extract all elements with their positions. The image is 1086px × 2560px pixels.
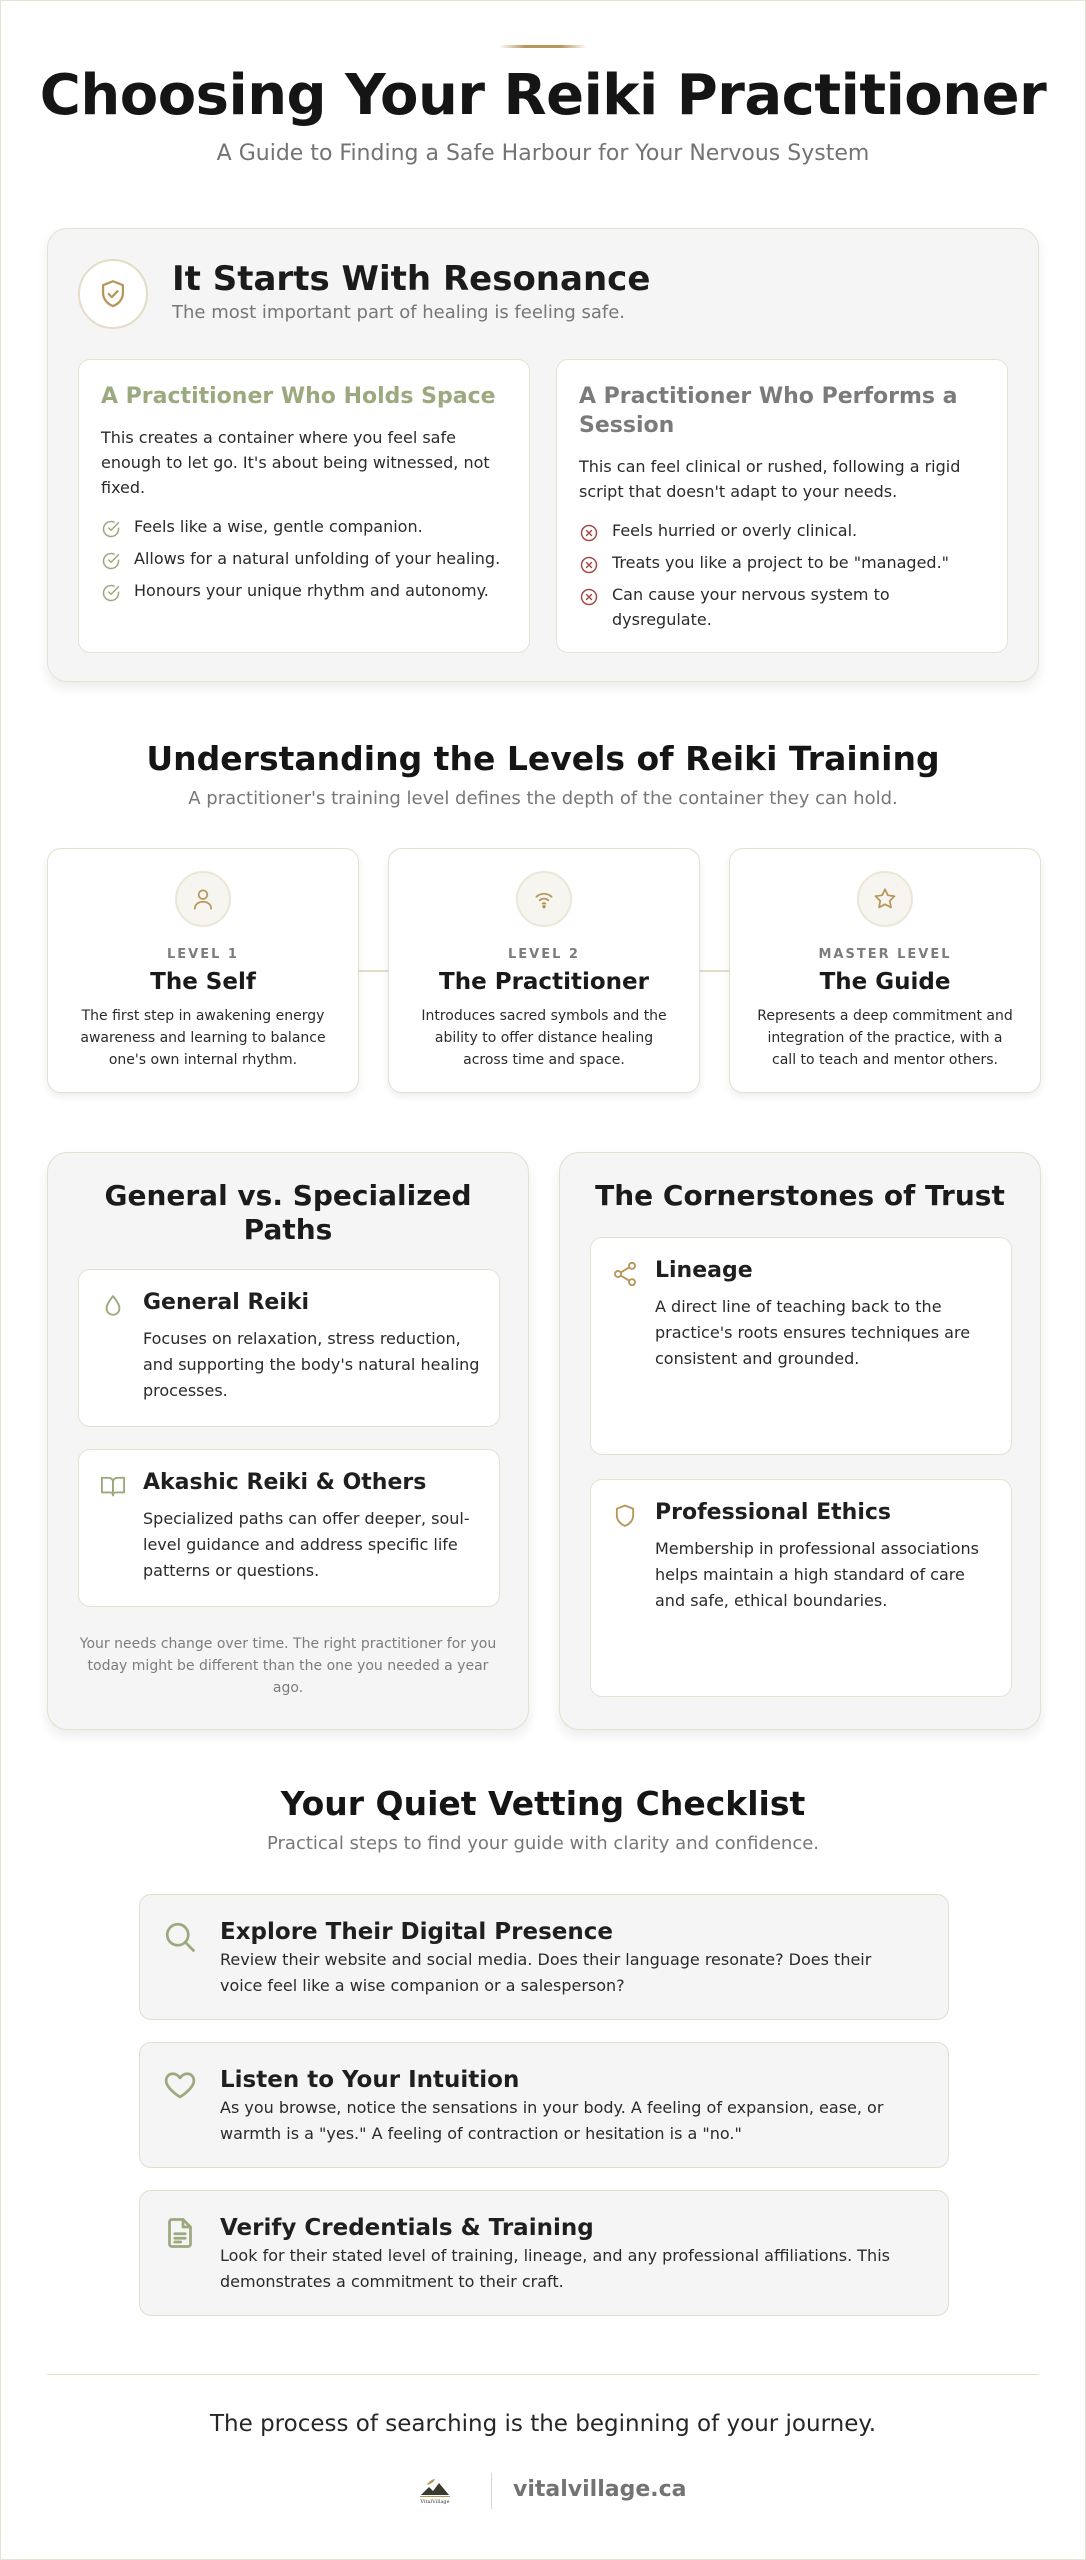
level-tag: LEVEL 2: [508, 947, 580, 962]
akashic-reiki-card: [78, 1449, 500, 1607]
level-description: Introduces sacred symbols and the ability to offer distance healing across time and space.: [421, 1008, 667, 1068]
card-title: Professional Ethics: [655, 1500, 892, 1525]
closing-statement: The process of searching is the beginning of your journey.: [209, 2411, 877, 2437]
check-circle-icon: [101, 551, 121, 571]
paths-note: Your needs change over time. The right practitioner for you today might be different than the one you needed a year ago.: [79, 1636, 497, 1696]
holds-space-title: A Practitioner Who Holds Space: [101, 384, 496, 409]
page-title: Choosing Your Reiki Practitioner: [39, 63, 1047, 128]
resonance-title: It Starts With Resonance: [172, 259, 651, 299]
level-name: The Guide: [819, 969, 951, 995]
check-circle-icon: [101, 583, 121, 603]
checklist-item-digital-presence: [139, 1894, 949, 2020]
droplet-icon: [99, 1292, 127, 1320]
checklist-item-description: Look for their stated level of training, lineage, and any professional affiliations. This demonstrates a commitment to their craft.: [220, 2246, 890, 2291]
x-circle-icon: [579, 555, 599, 575]
list-item: Allows for a natural unfolding of your healing.: [101, 546, 507, 571]
document-icon: [162, 2215, 198, 2251]
list-item: Can cause your nervous system to dysregulate.: [579, 582, 985, 632]
paths-title: General vs. Specialized Paths: [104, 1179, 472, 1246]
card-description: Focuses on relaxation, stress reduction, and supporting the body's natural healing processes.: [143, 1329, 480, 1400]
open-book-icon: [99, 1472, 127, 1500]
heart-icon: [162, 2067, 198, 2103]
website-link[interactable]: vitalvillage.ca: [513, 2477, 687, 2502]
page-subtitle: A Guide to Finding a Safe Harbour for Your Nervous System: [216, 141, 870, 166]
search-icon: [162, 1919, 198, 1955]
card-description: Specialized paths can offer deeper, soul-level guidance and address specific life patterns or questions.: [143, 1509, 470, 1580]
levels-title: Understanding the Levels of Reiki Training: [146, 739, 940, 778]
resonance-subtitle: The most important part of healing is feeling safe.: [172, 302, 626, 323]
card-title: General Reiki: [143, 1290, 310, 1315]
professional-ethics-card: [590, 1479, 1012, 1697]
svg-text:VitalVillage: VitalVillage: [420, 2499, 450, 2505]
checklist-item-title: Explore Their Digital Presence: [220, 1919, 613, 1945]
performs-session-text: This can feel clinical or rushed, following a rigid script that doesn't adapt to your needs.: [579, 457, 961, 501]
level-tag: LEVEL 1: [167, 947, 239, 962]
checklist-item-title: Verify Credentials & Training: [220, 2215, 594, 2241]
person-icon: [175, 871, 231, 927]
performs-session-title: A Practitioner Who Performs a Session: [579, 384, 958, 438]
card-description: Membership in professional associations helps maintain a high standard of care and safe, ethical boundaries.: [655, 1539, 979, 1610]
card-description: A direct line of teaching back to the practice's roots ensures techniques are consistent and grounded.: [655, 1297, 971, 1368]
performs-session-list: [579, 518, 985, 632]
general-reiki-card: [78, 1269, 500, 1427]
check-circle-icon: [101, 519, 121, 539]
star-icon: [857, 871, 913, 927]
level-card-master: [729, 848, 1041, 1093]
shield-icon: [611, 1502, 639, 1530]
level-name: The Practitioner: [439, 969, 649, 995]
level-description: The first step in awakening energy awareness and learning to balance one's own internal rhythm.: [80, 1008, 326, 1068]
checklist-item-description: As you browse, notice the sensations in your body. A feeling of expansion, ease, or warmth is a "yes." A feeling of contraction or hesitation is a "no.": [220, 2098, 884, 2143]
level-description: Represents a deep commitment and integration of the practice, with a call to teach and mentor others.: [757, 1008, 1013, 1068]
x-circle-icon: [579, 587, 599, 607]
x-circle-icon: [579, 523, 599, 543]
shield-check-icon: [78, 259, 148, 329]
checklist-subtitle: Practical steps to find your guide with clarity and confidence.: [266, 1833, 820, 1854]
level-tag: MASTER LEVEL: [818, 947, 952, 962]
trust-panel: [559, 1152, 1041, 1730]
level-card-2: [388, 848, 700, 1093]
checklist-title: Your Quiet Vetting Checklist: [280, 1784, 806, 1823]
checklist-item-description: Review their website and social media. Does their language resonate? Does their voice feel like a wise companion or a salesperson?: [220, 1950, 872, 1995]
holds-space-card: [78, 359, 530, 653]
trust-title: The Cornerstones of Trust: [595, 1179, 1005, 1212]
list-item: Feels like a wise, gentle companion.: [101, 514, 507, 539]
holds-space-list: [101, 514, 507, 603]
card-title: Lineage: [655, 1258, 753, 1283]
paths-panel: [47, 1152, 529, 1730]
performs-session-card: [556, 359, 1008, 653]
vitalvillage-logo: [415, 2473, 455, 2509]
resonance-panel: [47, 228, 1039, 682]
lineage-card: [590, 1237, 1012, 1455]
list-item: Treats you like a project to be "managed.": [579, 550, 985, 575]
share-nodes-icon: [611, 1260, 639, 1288]
checklist-item-credentials: [139, 2190, 949, 2316]
checklist-item-title: Listen to Your Intuition: [220, 2067, 520, 2093]
list-item: Honours your unique rhythm and autonomy.: [101, 578, 507, 603]
level-name: The Self: [150, 969, 256, 995]
levels-subtitle: A practitioner's training level defines the depth of the container they can hold.: [188, 788, 898, 809]
checklist-item-intuition: [139, 2042, 949, 2168]
level-card-1: [47, 848, 359, 1093]
list-item: Feels hurried or overly clinical.: [579, 518, 985, 543]
card-title: Akashic Reiki & Others: [143, 1470, 427, 1495]
footer-divider: [47, 2374, 1039, 2375]
top-decorative-rule: [499, 45, 587, 48]
footer-separator: [491, 2473, 492, 2509]
holds-space-text: This creates a container where you feel safe enough to let go. It's about being witnessed, not fixed.: [101, 428, 490, 497]
signal-icon: [516, 871, 572, 927]
